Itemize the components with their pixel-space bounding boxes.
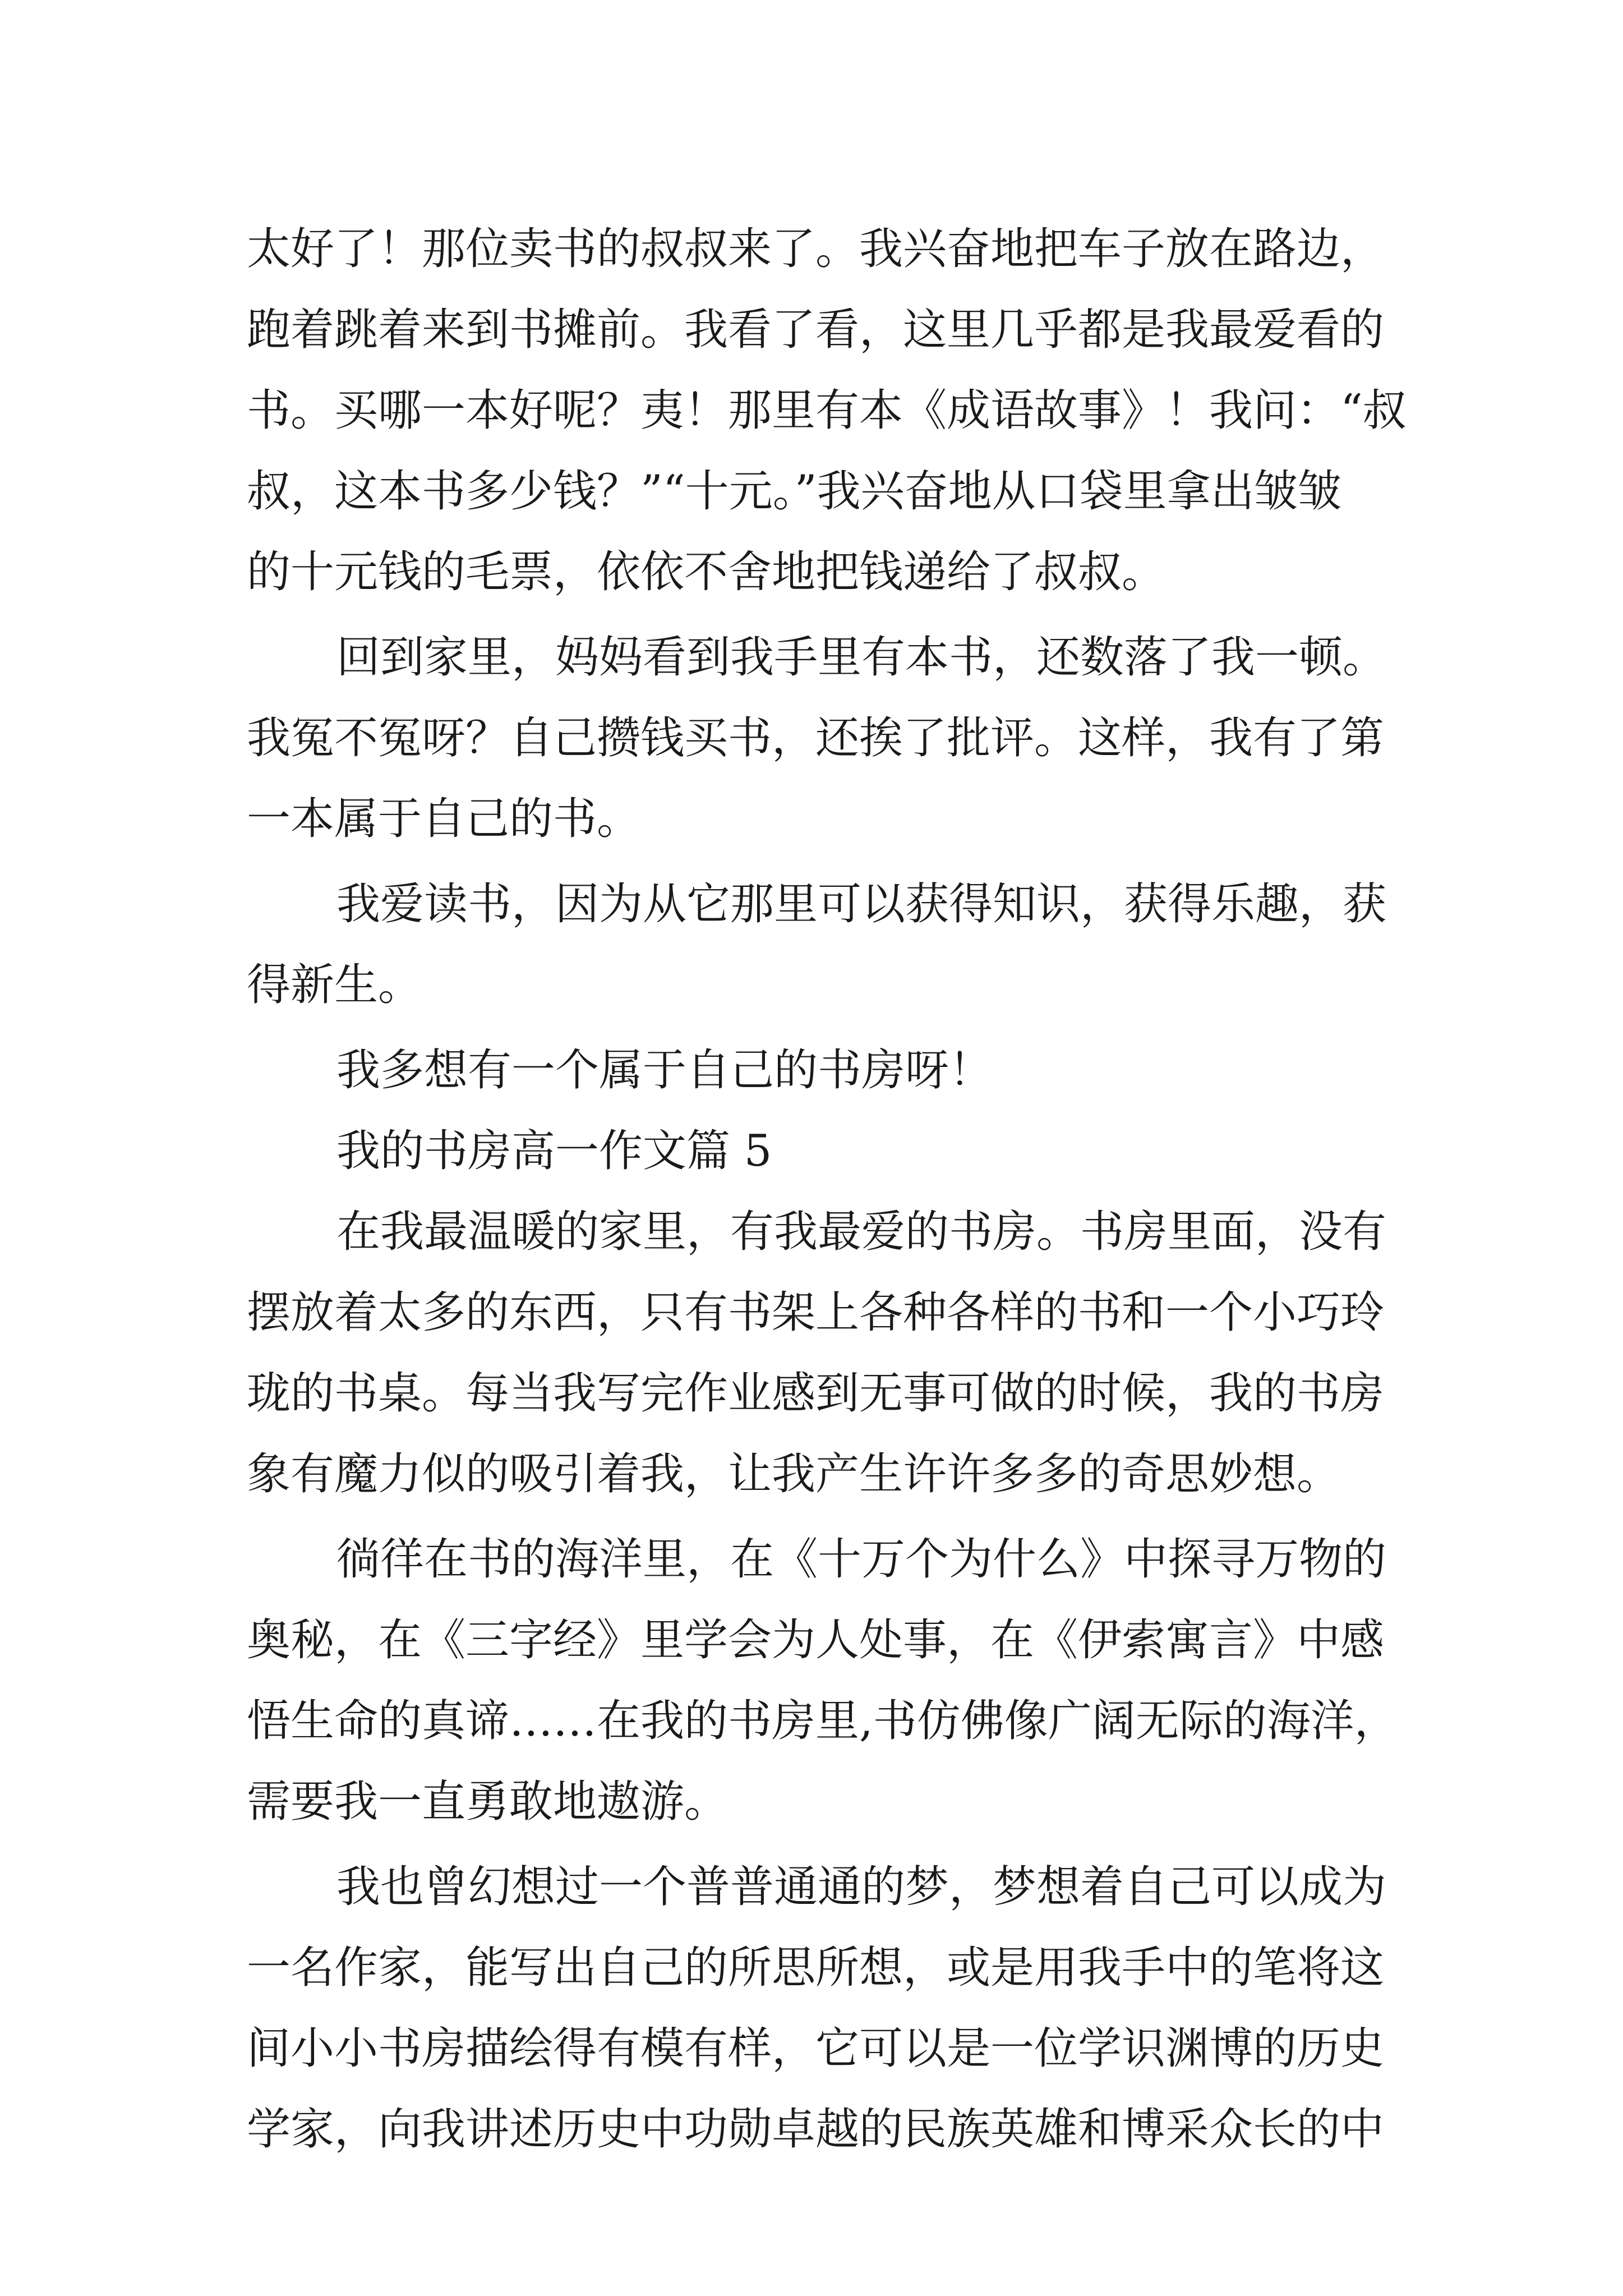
document-body: [247, 209, 1407, 2170]
paragraph-start-line: 我多想有一个属于自己的书房呀！: [336, 1045, 993, 1096]
text-line: 奥秘，在《三字经》里学会为人处事，在《伊索寓言》中感: [247, 1615, 1385, 1665]
paragraph-start-line: 回到家里，妈妈看到我手里有本书，还数落了我一顿。: [336, 632, 1387, 683]
paragraph-start-line: 我也曾幻想过一个普普通通的梦，梦想着自己可以成为: [336, 1862, 1387, 1912]
text-line: 得新生。: [247, 960, 422, 1010]
text-line: 叔，这本书多少钱？”“十元。”我兴奋地从口袋里拿出皱皱: [247, 466, 1342, 517]
text-line: 象有魔力似的吸引着我，让我产生许许多多的奇思妙想。: [247, 1449, 1341, 1499]
text-line: 摆放着太多的东西，只有书架上各种各样的书和一个小巧玲: [247, 1287, 1385, 1338]
section-heading: 我的书房高一作文篇 5: [336, 1126, 772, 1176]
text-line: 的十元钱的毛票，依依不舍地把钱递给了叔叔。: [247, 547, 1166, 597]
text-line: 跑着跳着来到书摊前。我看了看，这里几乎都是我最爱看的: [247, 305, 1385, 355]
paragraph-start-line: 徜徉在书的海洋里，在《十万个为什么》中探寻万物的: [336, 1534, 1387, 1585]
text-line: 太好了！那位卖书的叔叔来了。我兴奋地把车子放在路边，: [247, 224, 1385, 274]
paragraph-start-line: 我爱读书，因为从它那里可以获得知识，获得乐趣，获: [336, 879, 1387, 930]
text-line: 悟生命的真谛……在我的书房里,书仿佛像广阔无际的海洋，: [247, 1696, 1398, 1746]
text-line: 需要我一直勇敢地遨游。: [247, 1777, 728, 1827]
text-line: 间小小书房描绘得有模有样，它可以是一位学识渊博的历史: [247, 2023, 1385, 2074]
text-line: 我冤不冤呀？自己攒钱买书，还挨了批评。这样，我有了第: [247, 713, 1385, 763]
text-line: 学家，向我讲述历史中功勋卓越的民族英雄和博采众长的中: [247, 2104, 1385, 2155]
paragraph-start-line: 在我最温暖的家里，有我最爱的书房。书房里面，没有: [336, 1207, 1387, 1257]
text-line: 珑的书桌。每当我写完作业感到无事可做的时候，我的书房: [247, 1368, 1385, 1419]
text-line: 书。买哪一本好呢？夷！那里有本《成语故事》！我问：“叔: [247, 385, 1407, 436]
text-line: 一名作家，能写出自己的所思所想，或是用我手中的笔将这: [247, 1943, 1385, 1993]
text-line: 一本属于自己的书。: [247, 794, 641, 844]
